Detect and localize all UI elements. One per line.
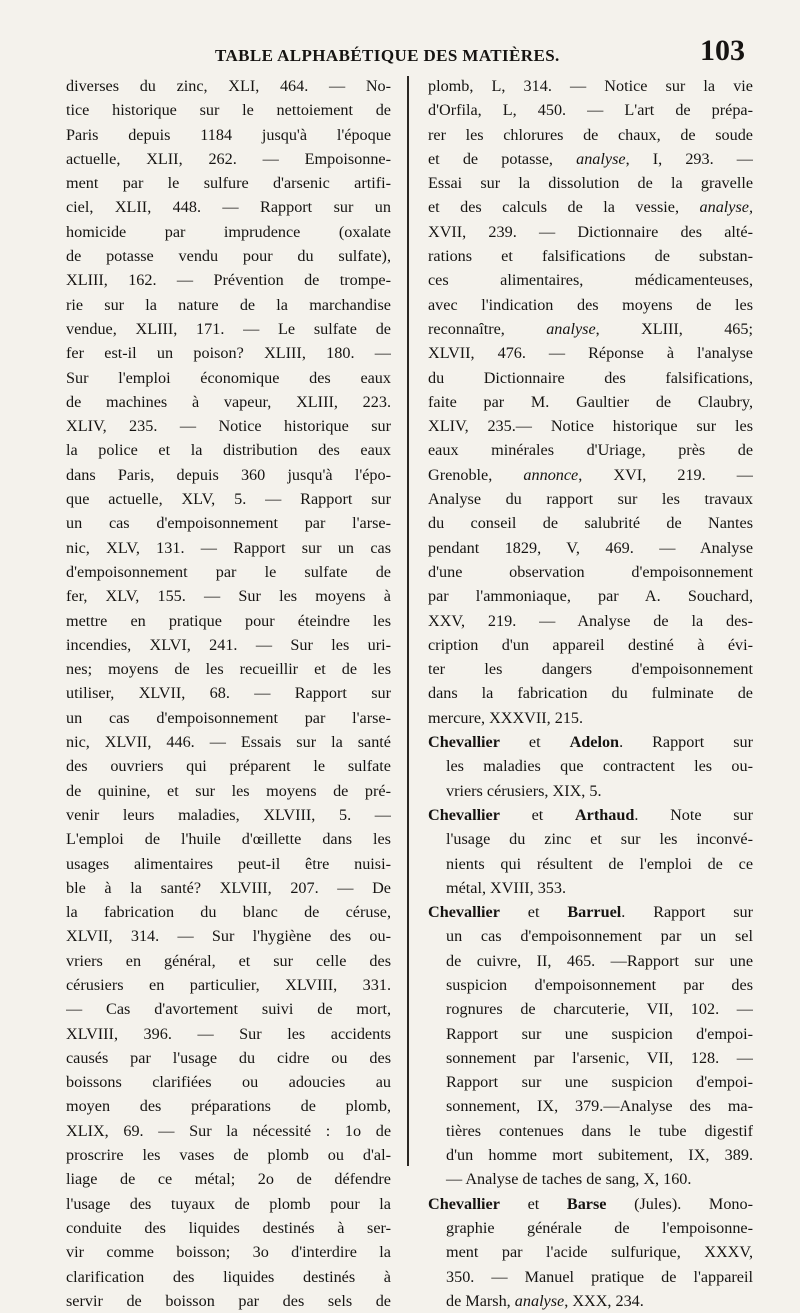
- text-line: l'usage du zinc et sur les inconvé-: [446, 830, 753, 849]
- text-line: rations et falsifications de substan-: [428, 247, 753, 266]
- text-line: de quinine, et sur les moyens de pré-: [66, 781, 391, 800]
- text-line: servir de boisson par des sels de: [66, 1291, 391, 1310]
- text-line: [428, 317, 753, 341]
- text-line: mercure, XXXVII, 215.: [428, 708, 584, 727]
- entry-name: Chevallier: [428, 733, 500, 752]
- text-line: faite par M. Gaultier de Claubry,: [428, 392, 753, 411]
- text-line: rognures de charcuterie, VII, 102. —: [446, 1000, 753, 1019]
- text-line: graphie générale de l'empoisonne-: [446, 1218, 753, 1237]
- text-line: sonnement, IX, 379.—Analyse des ma-: [446, 1097, 753, 1116]
- text-line: utiliser, XLVII, 68. — Rapport sur: [66, 684, 391, 703]
- text-line: [428, 195, 753, 219]
- text-line: venir leurs maladies, XLVIII, 5. —: [66, 805, 391, 824]
- text-line: [428, 147, 753, 171]
- text-line: vendue, XLIII, 171. — Le sulfate de: [66, 319, 391, 338]
- text-line: de machines à vapeur, XLIII, 223.: [66, 392, 391, 411]
- text-line: eaux minérales d'Uriage, près de: [428, 441, 753, 460]
- text-run: (Jules). Mono-: [606, 1194, 753, 1213]
- text-line: XLIV, 235.— Notice historique sur les: [428, 417, 753, 436]
- italic-text: analyse: [576, 149, 626, 168]
- text-line: que actuelle, XLV, 5. — Rapport sur: [66, 490, 391, 509]
- text-line: nic, XLVII, 446. — Essais sur la santé: [66, 733, 391, 752]
- text-line: [428, 463, 753, 487]
- text-line: XLIII, 162. — Prévention de trompe-: [66, 271, 391, 290]
- text-line: d'empoisonnement par le sulfate de: [66, 562, 391, 581]
- left-column: [66, 74, 391, 1310]
- text-line: ment par l'acide sulfurique, XXXV,: [446, 1243, 753, 1262]
- index-entry-heading: [428, 803, 753, 827]
- text-line: d'un homme mort subitement, IX, 389.: [446, 1146, 753, 1165]
- text-line: un cas d'empoisonnement par un sel: [446, 927, 753, 946]
- index-entry-heading: [428, 900, 753, 924]
- text-line: cription d'un appareil destiné à évi-: [428, 635, 753, 654]
- text-line: boissons clarifiées ou adoucies au: [66, 1073, 391, 1092]
- text-line: de cuivre, II, 465. —Rapport sur une: [446, 951, 753, 970]
- text-run: Grenoble,: [428, 465, 493, 484]
- text-line: Rapport sur une suspicion d'empoi-: [446, 1024, 753, 1043]
- text-line: — Cas d'avortement suivi de mort,: [66, 1000, 391, 1019]
- column-divider: [407, 76, 409, 1166]
- text-line: vriers cérusiers, XIX, 5.: [446, 781, 602, 800]
- text-line: vir comme boisson; 3o d'interdire la: [66, 1243, 391, 1262]
- text-run: et des calculs de la vessie,: [428, 198, 680, 217]
- text-line: du Dictionnaire des falsifications,: [428, 368, 753, 387]
- text-line: conduite des liquides destinés à ser-: [66, 1218, 391, 1237]
- text-line: ter les dangers d'empoisonnement: [428, 660, 753, 679]
- text-line: causés par l'usage du cidre ou des: [66, 1048, 391, 1067]
- text-run: et: [499, 903, 568, 922]
- text-run: de Marsh,: [446, 1291, 511, 1310]
- text-line: pendant 1829, V, 469. — Analyse: [428, 538, 753, 557]
- text-line: ble à la santé? XLVIII, 207. — De: [66, 878, 391, 897]
- text-line: ment par le sulfure d'arsenic artifi-: [66, 174, 391, 193]
- text-line: XLVII, 314. — Sur l'hygiène des ou-: [66, 927, 391, 946]
- text-line: XLVII, 476. — Réponse à l'analyse: [428, 344, 753, 363]
- text-run: reconnaître,: [428, 319, 505, 338]
- text-line: avec l'indication des moyens de les: [428, 295, 753, 314]
- text-line: de potasse vendu pour du sulfate),: [66, 247, 391, 266]
- text-line: — Analyse de taches de sang, X, 160.: [446, 1170, 692, 1189]
- text-line: usages alimentaires peut-il être nuisi-: [66, 854, 391, 873]
- text-line: dans la fabrication du fulminate de: [428, 684, 753, 703]
- text-line: mettre en pratique pour éteindre les: [66, 611, 391, 630]
- text-run: . Rapport sur: [619, 733, 753, 752]
- entry-name: Chevallier: [428, 1194, 500, 1213]
- entry-name: Chevallier: [428, 903, 500, 922]
- text-line: proscrire les vases de plomb ou d'al-: [66, 1146, 391, 1165]
- text-line: Sur l'emploi économique des eaux: [66, 368, 391, 387]
- text-line: sonnement par l'arsenic, VII, 128. —: [446, 1048, 753, 1067]
- index-entry-heading: [428, 1192, 753, 1216]
- text-line: l'usage des tuyaux de plomb pour la: [66, 1194, 391, 1213]
- text-run: , XVI, 219. —: [578, 465, 753, 484]
- italic-text: analyse: [546, 319, 596, 338]
- text-line: un cas d'empoisonnement par l'arse-: [66, 514, 391, 533]
- text-run: et: [499, 733, 570, 752]
- index-entry-heading: [428, 730, 753, 754]
- text-line: nic, XLV, 131. — Rapport sur un cas: [66, 538, 391, 557]
- text-line: diverses du zinc, XLI, 464. — No-: [66, 77, 391, 95]
- entry-name: Adelon: [569, 733, 620, 752]
- text-line: actuelle, XLII, 262. — Empoisonne-: [66, 149, 391, 168]
- italic-text: analyse,: [699, 198, 753, 217]
- text-line: Rapport sur une suspicion d'empoi-: [446, 1073, 753, 1092]
- text-line: rie sur la nature de la marchandise: [66, 295, 391, 314]
- text-line: Essai sur la dissolution de la gravelle: [428, 174, 753, 193]
- text-line: vriers en général, et sur celle des: [66, 951, 391, 970]
- text-run: . Rapport sur: [621, 903, 753, 922]
- text-line: tières contenues dans le tube digestif: [446, 1121, 753, 1140]
- entry-name: Arthaud: [574, 805, 635, 824]
- text-line: un cas d'empoisonnement par l'arse-: [66, 708, 391, 727]
- text-line: des ouvriers qui préparent le sulfate: [66, 757, 391, 776]
- text-line: fer, XLV, 155. — Sur les moyens à: [66, 587, 391, 606]
- text-line: rer les chlorures de chaux, de soude: [428, 125, 753, 144]
- text-line: XVII, 239. — Dictionnaire des alté-: [428, 222, 753, 241]
- text-line: plomb, L, 314. — Notice sur la vie: [428, 77, 753, 95]
- text-line: par l'ammoniaque, par A. Souchard,: [428, 587, 753, 606]
- running-title: TABLE ALPHABÉTIQUE DES MATIÈRES.: [215, 46, 560, 65]
- text-line: L'emploi de l'huile d'œillette dans les: [66, 830, 391, 849]
- italic-text: analyse: [514, 1291, 565, 1310]
- text-run: et: [499, 1194, 567, 1213]
- text-line: nes; moyens de les recueillir et de les: [66, 660, 391, 679]
- text-line: fer est-il un poison? XLIII, 180. —: [66, 344, 391, 363]
- text-line: XLVIII, 396. — Sur les accidents: [66, 1024, 391, 1043]
- text-line: clarification des liquides destinés à: [66, 1267, 391, 1286]
- text-line: la police et la distribution des eaux: [66, 441, 391, 460]
- page-header: [0, 30, 800, 80]
- text-line: incendies, XLVI, 241. — Sur les uri-: [66, 635, 391, 654]
- text-line: XLIV, 235. — Notice historique sur: [66, 417, 391, 436]
- page-number: 103: [700, 34, 745, 67]
- text-line: ces alimentaires, médicamenteuses,: [428, 271, 753, 290]
- text-line: nients qui résultent de l'emploi de ce: [446, 854, 753, 873]
- text-run: . Note sur: [634, 805, 753, 824]
- text-line: suspicion d'empoisonnement par des: [446, 975, 753, 994]
- text-line: XXV, 219. — Analyse de la des-: [428, 611, 753, 630]
- text-run: , XXX, 234.: [564, 1291, 644, 1310]
- entry-name: Chevallier: [428, 805, 500, 824]
- text-line: liage de ce métal; 2o de défendre: [66, 1170, 391, 1189]
- text-run: , I, 293. —: [625, 149, 753, 168]
- text-line: [428, 1289, 753, 1313]
- text-line: les maladies que contractent les ou-: [446, 757, 753, 776]
- text-line: 350. — Manuel pratique de l'appareil: [446, 1267, 753, 1286]
- text-line: Analyse du rapport sur les travaux: [428, 490, 753, 509]
- text-line: tice historique sur le nettoiement de: [66, 101, 391, 120]
- text-line: Paris depuis 1184 jusqu'à l'époque: [66, 125, 391, 144]
- text-line: du conseil de salubrité de Nantes: [428, 514, 753, 533]
- text-line: d'une observation d'empoisonnement: [428, 562, 753, 581]
- text-run: et: [499, 805, 575, 824]
- entry-name: Barse: [566, 1194, 607, 1213]
- text-line: ciel, XLII, 448. — Rapport sur un: [66, 198, 391, 217]
- text-line: homicide par imprudence (oxalate: [66, 222, 391, 241]
- italic-text: annonce: [523, 465, 579, 484]
- text-line: XLIX, 69. — Sur la nécessité : 1o de: [66, 1121, 391, 1140]
- right-column: [428, 74, 753, 1310]
- entry-name: Barruel: [567, 903, 622, 922]
- text-run: et de potasse,: [428, 149, 553, 168]
- text-run: , XLIII, 465;: [595, 319, 753, 338]
- text-line: cérusiers en particulier, XLVIII, 331.: [66, 975, 391, 994]
- text-line: moyen des préparations de plomb,: [66, 1097, 391, 1116]
- text-line: métal, XVIII, 353.: [446, 878, 567, 897]
- text-line: la fabrication du blanc de céruse,: [66, 903, 391, 922]
- text-line: dans Paris, depuis 360 jusqu'à l'épo-: [66, 465, 391, 484]
- text-line: d'Orfila, L, 450. — L'art de prépa-: [428, 101, 753, 120]
